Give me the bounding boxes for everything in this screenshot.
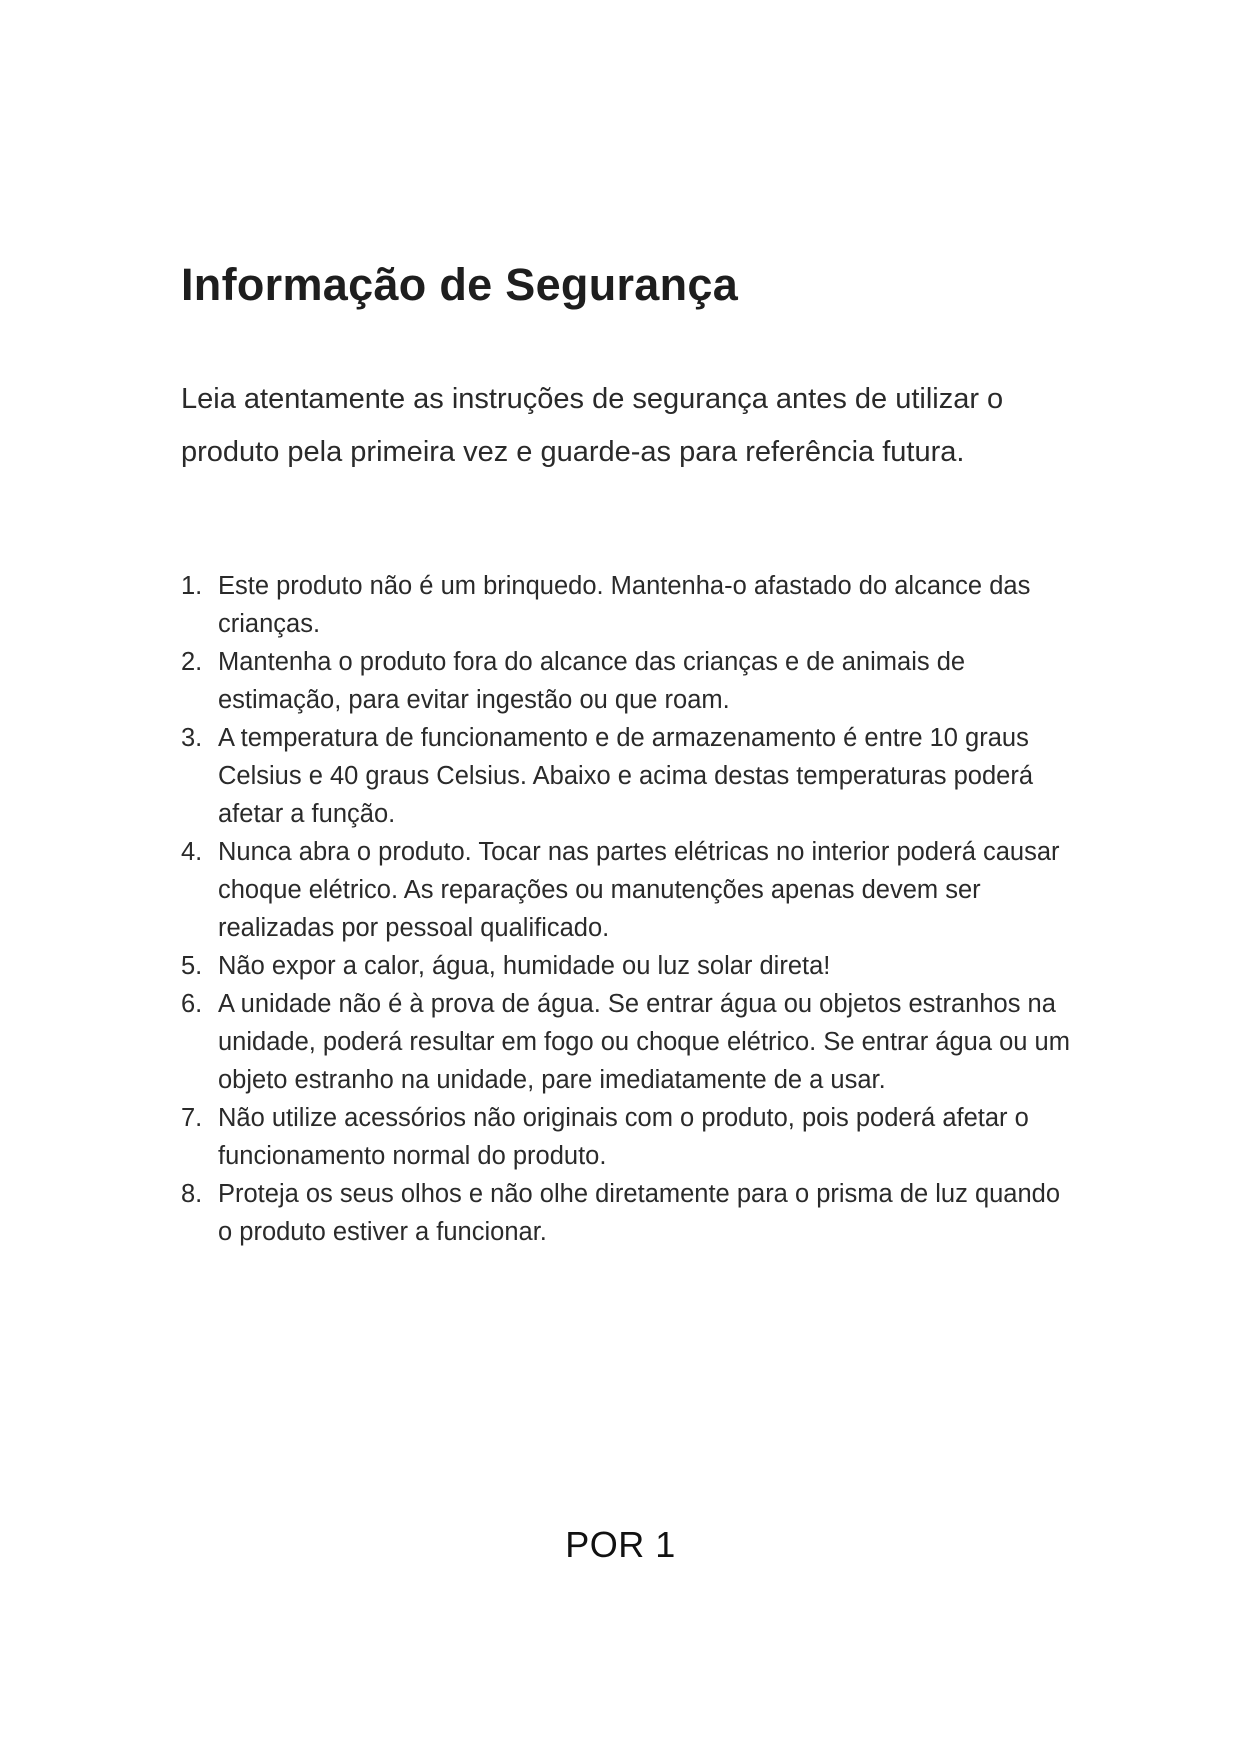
item-number: 7. bbox=[181, 1104, 203, 1132]
item-number: 6. bbox=[181, 990, 203, 1018]
list-item bbox=[181, 985, 1081, 1099]
item-number: 5. bbox=[181, 952, 203, 980]
list-item bbox=[181, 719, 1081, 833]
item-number: 4. bbox=[181, 838, 203, 866]
item-text: Não expor a calor, água, humidade ou luz solar direta! bbox=[218, 952, 831, 980]
item-number: 3. bbox=[181, 724, 203, 752]
list-item bbox=[181, 1099, 1081, 1175]
item-text: A unidade não é à prova de água. Se entrar água ou objetos estranhos na unidade, poderá resultar em fogo ou choque elétrico. Se entrar água ou um objeto estranho na unidade, pare imediatamente de a usar. bbox=[218, 990, 1070, 1094]
item-text: Este produto não é um brinquedo. Mantenha-o afastado do alcance das crianças. bbox=[218, 572, 1031, 638]
item-number: 8. bbox=[181, 1180, 203, 1208]
page-title: Informação de Segurança bbox=[181, 259, 739, 310]
safety-list bbox=[181, 567, 1081, 1251]
list-item bbox=[181, 567, 1081, 643]
intro-paragraph: Leia atentamente as instruções de segurança antes de utilizar o produto pela primeira vez e guarde-as para referência futura. bbox=[181, 383, 1004, 468]
list-item bbox=[181, 643, 1081, 719]
item-text: Não utilize acessórios não originais com o produto, pois poderá afetar o funcionamento normal do produto. bbox=[218, 1104, 1029, 1170]
list-item bbox=[181, 1175, 1081, 1251]
item-text: A temperatura de funcionamento e de armazenamento é entre 10 graus Celsius e 40 graus Celsius. Abaixo e acima destas temperaturas poderá afetar a função. bbox=[218, 724, 1034, 828]
list-item bbox=[181, 947, 1081, 985]
list-item bbox=[181, 833, 1081, 947]
item-number: 2. bbox=[181, 648, 203, 676]
item-number: 1. bbox=[181, 572, 203, 600]
item-text: Proteja os seus olhos e não olhe diretamente para o prisma de luz quando o produto estiver a funcionar. bbox=[218, 1180, 1061, 1246]
page-number: POR 1 bbox=[565, 1524, 676, 1565]
item-text: Nunca abra o produto. Tocar nas partes elétricas no interior poderá causar choque elétrico. As reparações ou manutenções apenas devem ser realizadas por pessoal qualificado. bbox=[218, 838, 1060, 942]
item-text: Mantenha o produto fora do alcance das crianças e de animais de estimação, para evitar ingestão ou que roam. bbox=[218, 648, 966, 714]
